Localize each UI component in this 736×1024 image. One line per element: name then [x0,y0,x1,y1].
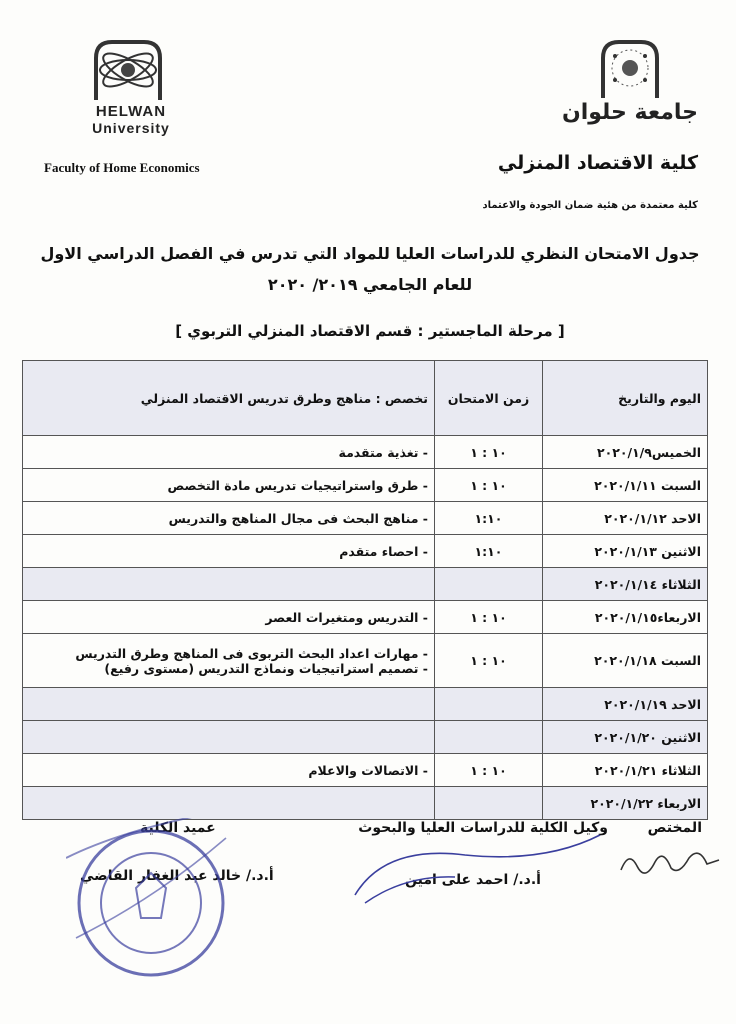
row-subject: - مناهج البحث فى مجال المناهج والتدريس [23,502,435,535]
row-date: الثلاثاء ٢٠٢٠/١/٢١ [543,754,708,787]
header-subject: تخصص : مناهج وطرق تدريس الاقتصاد المنزلي [23,361,435,436]
table-row [23,502,708,535]
specialist-signature-icon [615,842,725,882]
vice-dean-role: وكيل الكلية للدراسات العليا والبحوث [358,820,608,836]
dean-role: عميد الكلية [140,820,216,836]
faculty-name-english: Faculty of Home Economics [44,160,200,175]
row-date: السبت ٢٠٢٠/١/١٨ [543,634,708,688]
row-subject: - التدريس ومتغيرات العصر [23,601,435,634]
row-time: ١٠ : ١ [435,469,543,502]
accreditation-note: كلية معتمدة من هئية ضمان الجودة والاعتماد [482,200,698,211]
vice-dean-signature-icon [345,815,610,910]
university-emblem-icon [595,36,665,100]
row-time: ١٠ : ١ [435,436,543,469]
row-subject-line: - مهارات اعداد البحث التربوى فى المناهج وطرق التدريس [75,645,428,661]
exam-schedule-table [22,360,708,820]
table-row [23,535,708,568]
header-date: اليوم والتاريخ [543,361,708,436]
row-time [435,688,543,721]
dean-name: أ.د./ خالد عبد الغفار القاضي [80,868,274,884]
program-stage: [ مرحلة الماجستير : قسم الاقتصاد المنزلي التربوي ] [175,322,565,340]
table-header-row [23,361,708,436]
row-subject [23,634,435,688]
university-name-arabic: جامعة حلوان [561,100,699,125]
row-date: الخميس٢٠٢٠/١/٩ [543,436,708,469]
row-subject: - احصاء متقدم [23,535,435,568]
row-subject [23,721,435,754]
row-subject: - تغذية متقدمة [23,436,435,469]
table-row [23,634,708,688]
table-row [23,754,708,787]
logo-text-university: University [92,120,170,136]
row-date: الاربعاء ٢٠٢٠/١/٢٢ [543,787,708,820]
table-row [23,568,708,601]
row-subject: - طرق واستراتيجيات تدريس مادة التخصص [23,469,435,502]
row-date: الاحد ٢٠٢٠/١/١٢ [543,502,708,535]
table-row [23,601,708,634]
row-time: ١٠ : ١ [435,601,543,634]
table-row [23,721,708,754]
row-date: الثلاثاء ٢٠٢٠/١/١٤ [543,568,708,601]
logo-text-helwan: HELWAN [95,103,167,120]
faculty-name-arabic: كلية الاقتصاد المنزلي [497,152,698,174]
row-subject [23,568,435,601]
table-row [23,436,708,469]
row-date: الاربعاء٢٠٢٠/١/١٥ [543,601,708,634]
helwan-logo-icon [88,38,168,102]
row-time: ١:١٠ [435,535,543,568]
row-time [435,721,543,754]
schedule-title: جدول الامتحان النظري للدراسات العليا للمواد التي تدرس في الفصل الدراسي الاول [40,244,700,263]
row-date: الاحد ٢٠٢٠/١/١٩ [543,688,708,721]
row-time: ١٠ : ١ [435,754,543,787]
specialist-role: المختص [647,820,702,836]
official-stamp-icon [66,818,236,988]
academic-year: للعام الجامعي ٢٠١٩/ ٢٠٢٠ [267,275,473,294]
row-time: ١:١٠ [435,502,543,535]
row-subject-line: - تصميم استراتيجيات ونماذج التدريس (مستوى رفيع) [104,660,428,676]
row-subject: - الاتصالات والاعلام [23,754,435,787]
row-date: السبت ٢٠٢٠/١/١١ [543,469,708,502]
row-time: ١٠ : ١ [435,634,543,688]
header-time: زمن الامتحان [435,361,543,436]
table-row [23,469,708,502]
row-date: الاثنين ٢٠٢٠/١/٢٠ [543,721,708,754]
row-subject [23,688,435,721]
table-row [23,688,708,721]
row-time [435,568,543,601]
row-date: الاثنين ٢٠٢٠/١/١٣ [543,535,708,568]
vice-dean-name: أ.د./ احمد على امين [405,872,541,888]
